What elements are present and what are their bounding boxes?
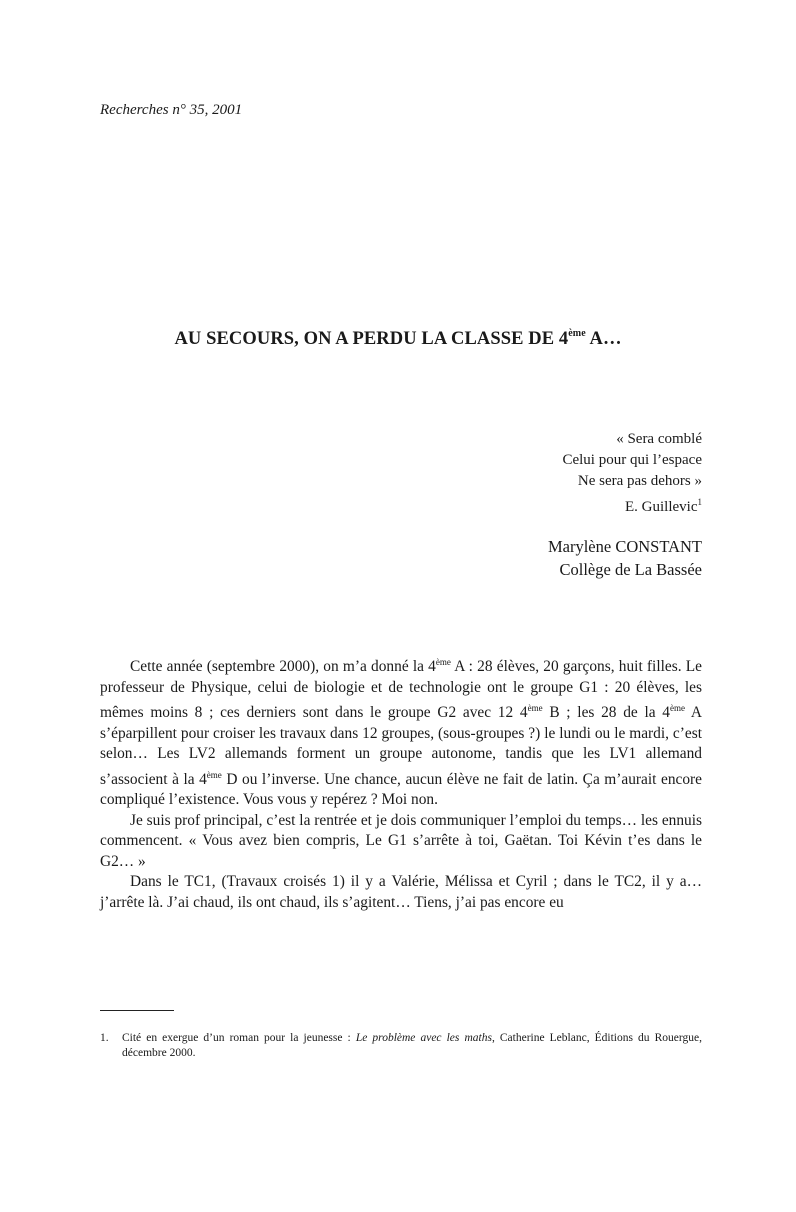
article-body (100, 652, 702, 913)
author-block (548, 535, 702, 581)
superscript: ème (206, 769, 222, 780)
author-name: Marylène CONSTANT (547, 537, 702, 556)
title-superscript: ème (568, 328, 586, 339)
text-run: Cité en exergue d’un roman pour la jeunesse : (122, 1032, 356, 1044)
text-run: D ou l’inverse. Une chance, aucun élève ne fait de latin. Ça m’aurait encore compliqué l’existence. Vous vous y repérez ? Moi non. (100, 770, 702, 809)
footnote-separator (100, 1010, 174, 1011)
text-run: A s’éparpillent pour croiser les travaux dans 12 groupes, (sous-groupes ?) le lundi ou le mardi, c’est selon… Les LV2 allemands forment un groupe autonome, tandis que les LV1 allemand s’associent à la 4 (100, 704, 702, 788)
journal-header: Recherches n° 35, 2001 (100, 102, 243, 118)
footnote-text (122, 1031, 702, 1061)
epigraph-line: Celui pour qui l’espace (562, 452, 702, 468)
text-run: B ; les 28 de la 4 (542, 704, 670, 722)
epigraph-line: « Sera comblé (616, 431, 702, 447)
footnote-number: 1. (100, 1032, 109, 1044)
body-paragraph-1 (100, 652, 702, 811)
epigraph-author: E. Guillevic (625, 499, 698, 515)
superscript: ème (527, 703, 543, 714)
epigraph-attribution (562, 492, 702, 518)
body-paragraph-2: Je suis prof principal, c’est la rentrée et je dois communiquer l’emploi du temps… les ennuis commencent. « Vous avez bien compris, Le G1 s’arrête à toi, Gaëtan. Toi Kévin t’es dans le G2… » (100, 811, 702, 870)
text-run: Cette année (septembre 2000), on m’a donné la 4 (130, 658, 436, 676)
title-suffix: A… (585, 329, 622, 349)
footnote (100, 1031, 702, 1061)
superscript: ème (670, 703, 685, 714)
text-run: A : 28 élèves, 20 garçons, huit filles. Le professeur de Physique, celui de biologie et de technologie ont le groupe G1 : 20 élèves, les mêmes moins 8 ; ces derniers sont dans le groupe G2 avec 12 4 (100, 658, 702, 722)
epigraph-line: Ne sera pas dehors » (577, 473, 702, 489)
book-title: Le problème avec les maths (355, 1032, 492, 1044)
author-affiliation: Collège de La Bassée (559, 560, 702, 579)
article-title (0, 328, 796, 350)
superscript: ème (435, 657, 451, 667)
body-paragraph-3: Dans le TC1, (Travaux croisés 1) il y a Valérie, Mélissa et Cyril ; dans le TC2, il y a… j’arrête là. J’ai chaud, ils ont chaud, ils s’agitent… Tiens, j’ai pas encore eu (100, 873, 702, 911)
footnote-ref[interactable]: 1 (697, 497, 702, 507)
epigraph (562, 429, 702, 518)
title-text: AU SECOURS, ON A PERDU LA CLASSE DE 4 (174, 329, 569, 349)
text-run: , Catherine Leblanc, Éditions du Rouergue, décembre 2000. (122, 1032, 702, 1059)
